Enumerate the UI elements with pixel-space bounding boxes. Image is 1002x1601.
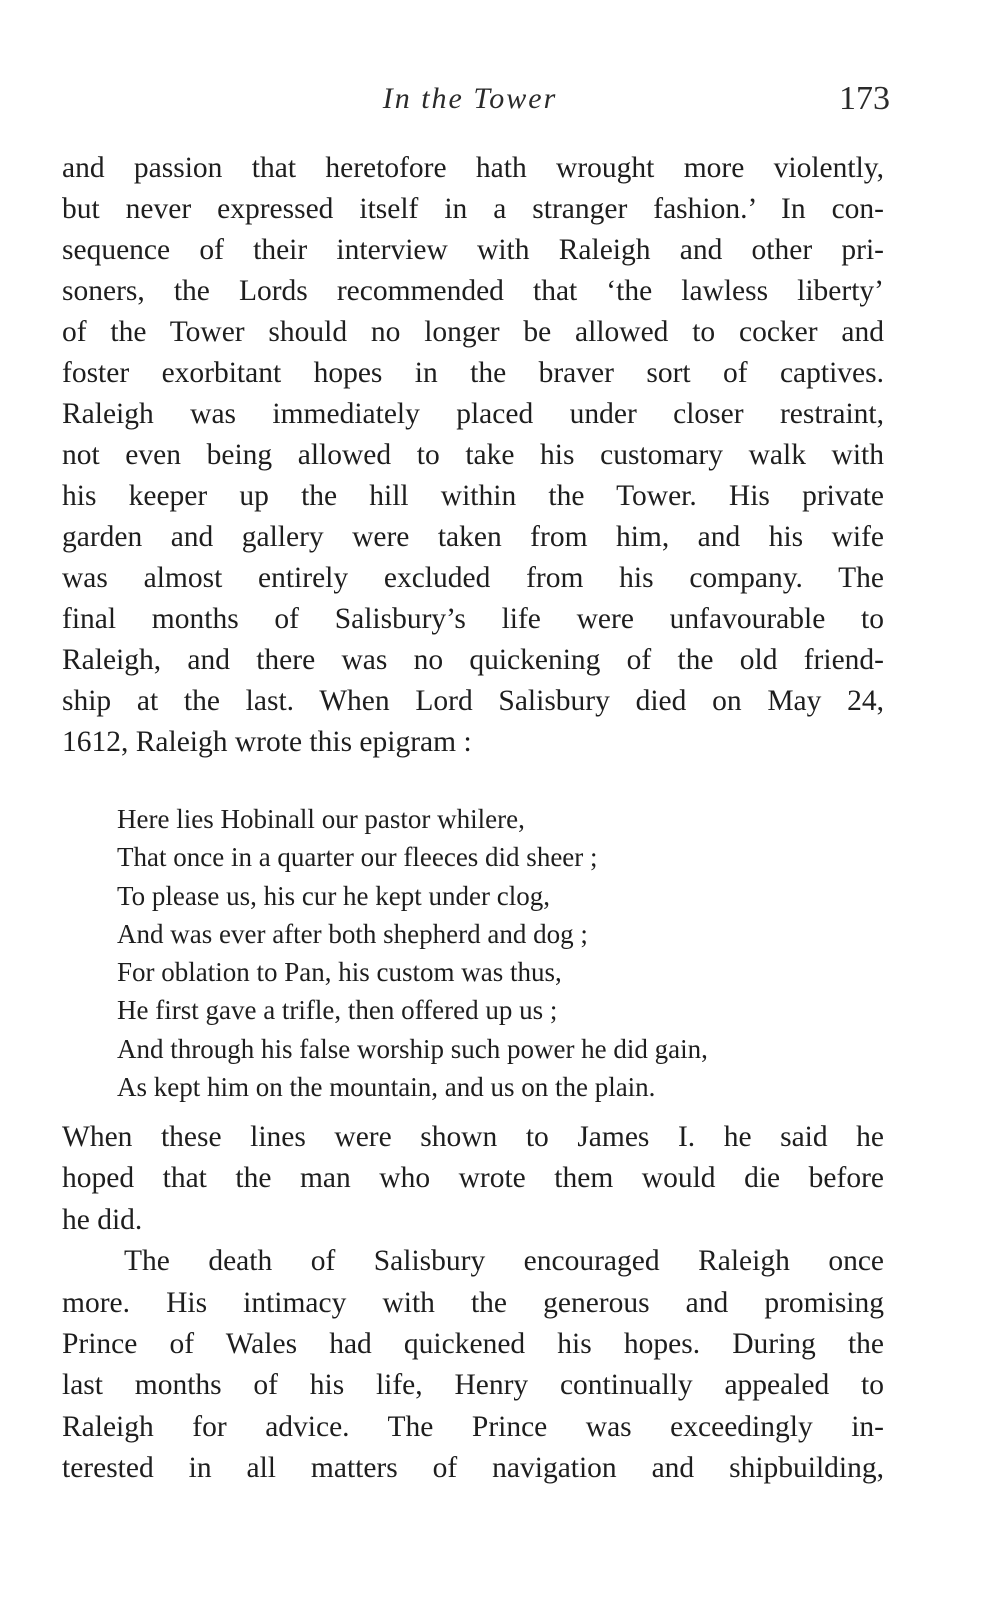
paragraph-1	[62, 148, 884, 763]
text-line: not even being allowed to take his customary walk with	[62, 439, 884, 471]
poem-line: He first gave a trifle, then offered up us ;	[117, 995, 558, 1026]
poem-line: For oblation to Pan, his custom was thus,	[117, 957, 562, 988]
text-line: terested in all matters of navigation and shipbuilding,	[62, 1452, 884, 1485]
text-line: sequence of their interview with Raleigh and other pri-	[62, 234, 884, 266]
text-line: Raleigh for advice. The Prince was exceedingly in-	[62, 1410, 884, 1443]
text-line: ship at the last. When Lord Salisbury died on May 24,	[62, 685, 884, 717]
text-line: The death of Salisbury encouraged Raleigh once	[124, 1245, 884, 1278]
text-line: and passion that heretofore hath wrought more violently,	[62, 152, 884, 184]
poem-line: And through his false worship such power he did gain,	[117, 1033, 708, 1064]
text-line: final months of Salisbury’s life were unfavourable to	[62, 603, 884, 635]
page-number: 173	[839, 80, 890, 117]
text-line: When these lines were shown to James I. he said he	[62, 1121, 884, 1153]
poem-line: As kept him on the mountain, and us on the plain.	[117, 1072, 656, 1103]
text-line: was almost entirely excluded from his company. The	[62, 562, 884, 594]
text-line: foster exorbitant hopes in the braver sort of captives.	[62, 357, 884, 389]
poem-line: Here lies Hobinall our pastor whilere,	[117, 804, 525, 834]
text-line: Raleigh was immediately placed under closer restraint,	[62, 398, 884, 430]
text-line: garden and gallery were taken from him, and his wife	[62, 521, 884, 553]
text-line: he did.	[62, 1203, 143, 1236]
poem-line: And was ever after both shepherd and dog ;	[117, 918, 588, 949]
poem-line: That once in a quarter our fleeces did sheer ;	[117, 842, 598, 873]
epigram-poem	[117, 800, 877, 1106]
text-line: soners, the Lords recommended that ‘the lawless liberty’	[62, 275, 884, 307]
paragraph-2-and-3	[62, 1117, 884, 1490]
text-line: 1612, Raleigh wrote this epigram :	[62, 726, 472, 758]
running-title: In the Tower	[382, 82, 558, 115]
text-line: more. His intimacy with the generous and promising	[62, 1286, 884, 1319]
text-line: Raleigh, and there was no quickening of the old friend-	[62, 644, 884, 676]
poem-line: To please us, his cur he kept under clog,	[117, 880, 550, 911]
text-line: Prince of Wales had quickened his hopes. During the	[62, 1327, 884, 1360]
running-head	[60, 78, 890, 128]
text-line: last months of his life, Henry continually appealed to	[62, 1369, 884, 1402]
text-line: but never expressed itself in a stranger fashion.’ In con-	[62, 193, 884, 225]
text-line: hoped that the man who wrote them would die before	[62, 1162, 884, 1195]
text-line: of the Tower should no longer be allowed to cocker and	[62, 316, 884, 348]
text-line: his keeper up the hill within the Tower. His private	[62, 480, 884, 512]
